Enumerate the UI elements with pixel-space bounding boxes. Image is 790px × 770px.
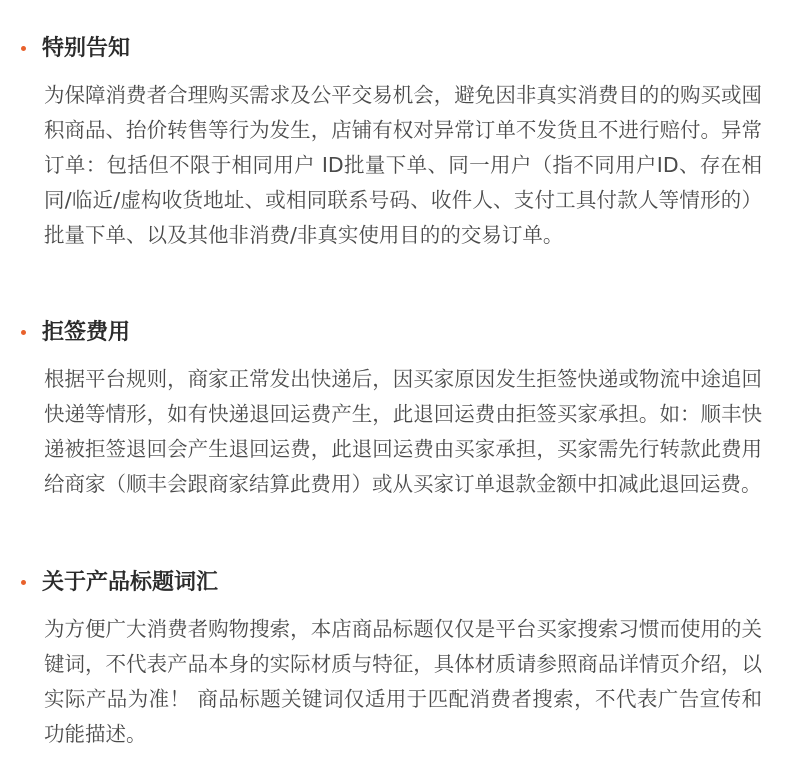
section-heading: [0, 566, 790, 600]
section-body: 根据平台规则，商家正常发出快递后，因买家原因发生拒签快递或物流中途追回快递等情形，如有快递退回运费产生，此退回运费由拒签买家承担。如：顺丰快递被拒签退回会产生退回运费，此退回运费由买家承担，买家需先行转款此费用给商家（顺丰会跟商家结算此费用）或从买家订单退款金额中扣减此退回运费。: [44, 367, 762, 496]
section-refusal-fee: [0, 316, 790, 496]
section-title: 关于产品标题词汇: [42, 570, 219, 595]
section-special-notice: [0, 32, 790, 247]
bullet-dot-icon: [21, 580, 26, 585]
section-body: 为保障消费者合理购买需求及公平交易机会，避免因非真实消费目的的购买或囤积商品、抬价转售等行为发生，店铺有权对异常订单不发货且不进行赔付。异常订单：包括但不限于相同用户 ID批量下单、同一用户（指不同用户ID、存在相同/临近/虚构收货地址、或相同联系号码、收件人、支付工具付款人等情形的）批量下单、以及其他非消费/非真实使用目的的交易订单。: [44, 83, 762, 247]
section-title-keywords: [0, 566, 790, 746]
section-body: 为方便广大消费者购物搜索，本店商品标题仅仅是平台买家搜索习惯而使用的关键词，不代表产品本身的实际材质与特征，具体材质请参照商品详情页介绍，以实际产品为准！ 商品标题关键词仅适用于匹配消费者搜索，不代表广告宣传和功能描述。: [44, 617, 762, 746]
bullet-dot-icon: [21, 330, 26, 335]
section-title: 特别告知: [42, 36, 131, 61]
bullet-dot-icon: [21, 46, 26, 51]
section-heading: [0, 316, 790, 350]
section-title: 拒签费用: [42, 320, 131, 345]
section-heading: [0, 32, 790, 66]
